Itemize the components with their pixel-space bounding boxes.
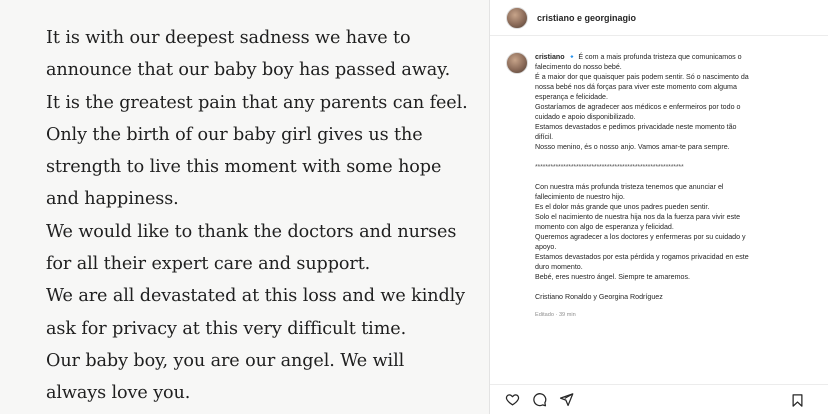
post-side-panel bbox=[490, 0, 828, 414]
caption-line: falecimento do nosso bebé. bbox=[535, 63, 622, 71]
comment-icon[interactable] bbox=[531, 392, 547, 408]
caption-avatar[interactable] bbox=[506, 52, 528, 74]
edited-timestamp: Editado · 39 min bbox=[535, 312, 576, 318]
statement-line: We are all devastated at this loss and we kindly bbox=[46, 286, 465, 307]
spacer bbox=[535, 282, 824, 292]
bookmark-icon[interactable] bbox=[789, 392, 805, 408]
caption-line: Bebé, eres nuestro ángel. Siempre te amaremos. bbox=[535, 273, 690, 281]
caption-line: Estamos devastados e pedimos privacidade neste momento tão bbox=[535, 123, 737, 131]
caption-line: Estamos devastados por esta pérdida y rogamos privacidad en este bbox=[535, 253, 749, 261]
statement-line: ask for privacy at this very difficult time. bbox=[46, 318, 407, 339]
caption-line: Gostaríamos de agradecer aos médicos e enfermeiros por todo o bbox=[535, 103, 741, 111]
post-header bbox=[490, 0, 828, 36]
action-bar bbox=[490, 384, 828, 414]
statement-line: It is with our deepest sadness we have to bbox=[46, 28, 411, 48]
caption-line: Es el dolor más grande que unos padres pueden sentir. bbox=[535, 203, 710, 211]
caption bbox=[506, 52, 824, 320]
caption-line: nossa bebé nos dá forças para viver este momento com alguma bbox=[535, 83, 737, 91]
statement-line: strength to live this moment with some hope bbox=[46, 157, 442, 178]
statement-line: announce that our baby boy has passed away. bbox=[46, 60, 451, 81]
caption-line: Queremos agradecer a los doctores y enfermeras por su cuidado y bbox=[535, 233, 746, 241]
heart-icon[interactable] bbox=[504, 392, 520, 408]
statement-line: Our baby boy, you are our angel. We will bbox=[46, 350, 405, 371]
caption-line: cuidado e apoio disponibilizado. bbox=[535, 113, 636, 121]
caption-username[interactable]: cristiano bbox=[535, 53, 565, 61]
caption-line: difícil. bbox=[535, 133, 554, 141]
send-icon[interactable] bbox=[558, 392, 574, 408]
account-name[interactable]: cristiano e georginagio bbox=[537, 12, 637, 23]
caption-line: esperança e felicidade. bbox=[535, 93, 608, 101]
caption-line bbox=[535, 52, 824, 62]
caption-line: Solo el nacimiento de nuestra hija nos da la fuerza para vivir este bbox=[535, 213, 741, 221]
spacer bbox=[535, 152, 824, 162]
caption-signature: Cristiano Ronaldo y Georgina Rodríguez bbox=[535, 293, 663, 301]
caption-line: fallecimiento de nuestro hijo. bbox=[535, 193, 625, 201]
avatar[interactable] bbox=[506, 7, 528, 29]
statement-line: Only the birth of our baby girl gives us the bbox=[46, 124, 423, 145]
caption-body bbox=[535, 52, 824, 320]
statement-line: for all their expert care and support. bbox=[46, 254, 371, 275]
caption-line: momento con algo de esperanza y felicidad. bbox=[535, 223, 674, 231]
caption-separator: ********************************************************** bbox=[535, 163, 684, 171]
statement-line: We would like to thank the doctors and nurses bbox=[46, 221, 457, 242]
caption-line: duro momento. bbox=[535, 263, 583, 271]
caption-line: Con nuestra más profunda tristeza tenemos que anunciar el bbox=[535, 183, 724, 191]
spacer bbox=[535, 172, 824, 182]
statement-line: always love you. bbox=[46, 383, 191, 404]
caption-first-line: 🔹 É com a mais profunda tristeza que comunicamos o bbox=[567, 53, 742, 61]
statement-line: and happiness. bbox=[46, 189, 179, 210]
statement-line: It is the greatest pain that any parents can feel. bbox=[46, 92, 468, 113]
caption-line: apoyo. bbox=[535, 243, 557, 251]
caption-line: Nosso menino, és o nosso anjo. Vamos amar-te para sempre. bbox=[535, 143, 730, 151]
caption-line: É a maior dor que quaisquer pais podem sentir. Só o nascimento da bbox=[535, 73, 749, 81]
